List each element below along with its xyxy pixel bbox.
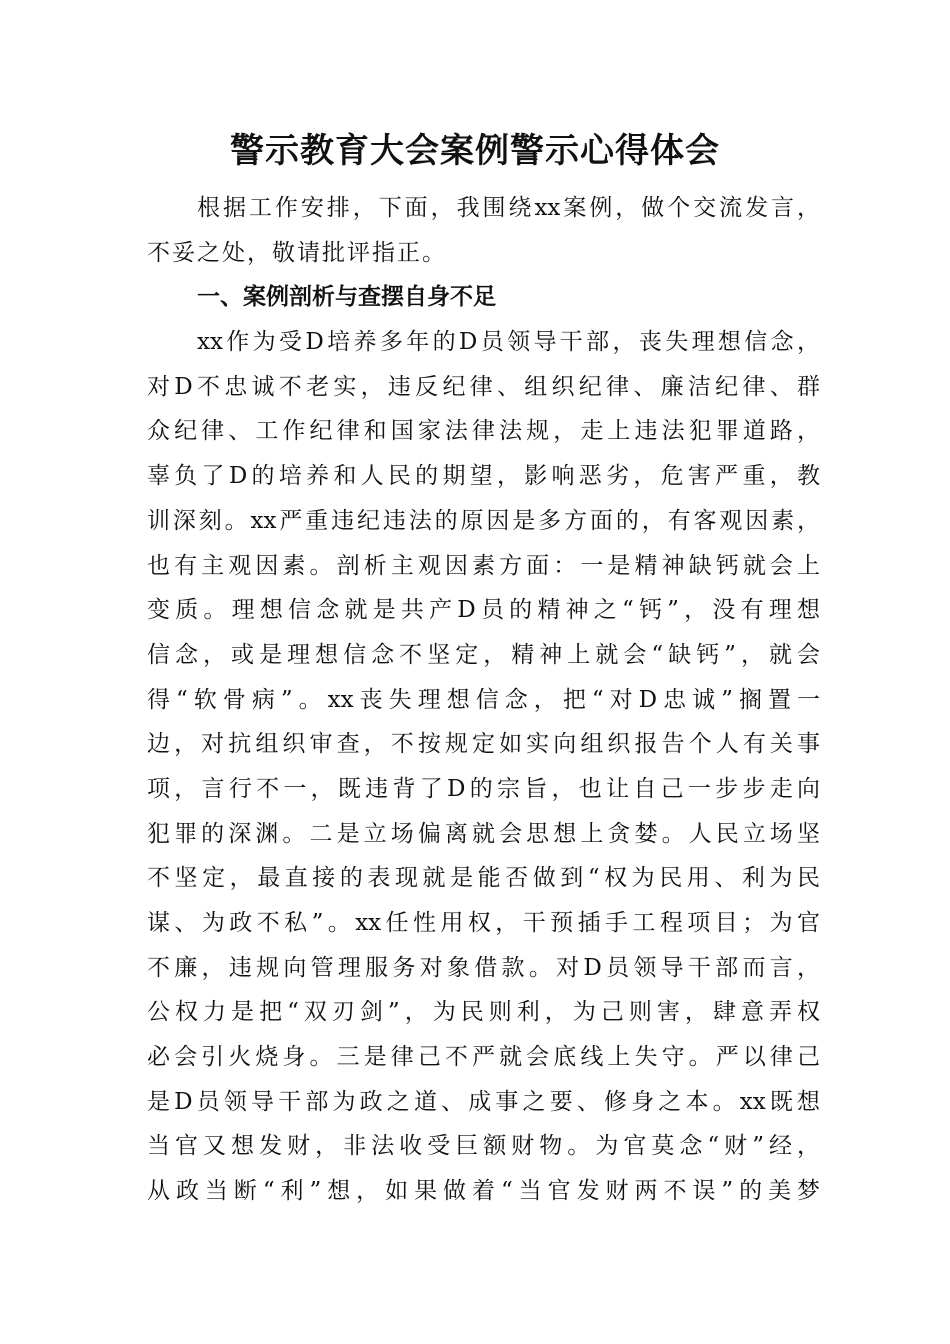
text-line: 是D员领导干部为政之道、成事之要、修身之本。xx既想 [147, 1088, 820, 1115]
text-line: 也有主观因素。剖析主观因素方面：一是精神缺钙就会上 [147, 552, 820, 579]
text-line: 不廉，违规向管理服务对象借款。对D员领导干部而言， [147, 954, 820, 981]
text-line: xx作为受D培养多年的D员领导干部，丧失理想信念， [197, 329, 820, 356]
text-line: 不坚定，最直接的表现就是能否做到“权为民用、利为民 [147, 865, 820, 892]
text-line: 对D不忠诚不老实，违反纪律、组织纪律、廉洁纪律、群 [147, 373, 820, 400]
text-line: 犯罪的深渊。二是立场偏离就会思想上贪婪。人民立场坚 [147, 820, 820, 847]
text-line: 谋、为政不私”。xx任性用权，干预插手工程项目；为官 [147, 910, 820, 936]
text-line: 当官又想发财，非法收受巨额财物。为官莫念“财”经， [147, 1133, 820, 1160]
text-line: 变质。理想信念就是共产D员的精神之“钙”，没有理想 [147, 597, 820, 624]
text-line: 从政当断“利”想，如果做着“当官发财两不误”的美梦 [147, 1178, 820, 1205]
document-body [147, 186, 820, 1214]
text-line: 根据工作安排，下面，我围绕xx案例，做个交流发言， [197, 195, 820, 221]
document-title: 警示教育大会案例警示心得体会 [230, 131, 720, 171]
text-line: 公权力是把“双刃剑”，为民则利，为己则害，肆意弄权 [147, 999, 820, 1026]
text-line: 众纪律、工作纪律和国家法律法规，走上违法犯罪道路， [147, 418, 820, 445]
text-line: 信念，或是理想信念不坚定，精神上就会“缺钙”，就会 [147, 641, 820, 668]
text-line: 项，言行不一，既违背了D的宗旨，也让自己一步步走向 [147, 775, 820, 802]
text-line: 不妥之处，敬请批评指正。 [147, 239, 447, 266]
text-line: 必会引火烧身。三是律己不严就会底线上失守。严以律己 [147, 1044, 820, 1071]
text-line: 得“软骨病”。xx丧失理想信念，把“对D忠诚”搁置一 [147, 686, 820, 713]
section-heading: 一、案例剖析与查摆自身不足 [197, 284, 496, 311]
text-line: 辜负了D的培养和人民的期望，影响恶劣，危害严重，教 [147, 463, 820, 490]
text-line: 边，对抗组织审查，不按规定如实向组织报告个人有关事 [147, 731, 820, 758]
paragraph [147, 320, 820, 1214]
text-line: 训深刻。xx严重违纪违法的原因是多方面的，有客观因素， [147, 507, 820, 534]
